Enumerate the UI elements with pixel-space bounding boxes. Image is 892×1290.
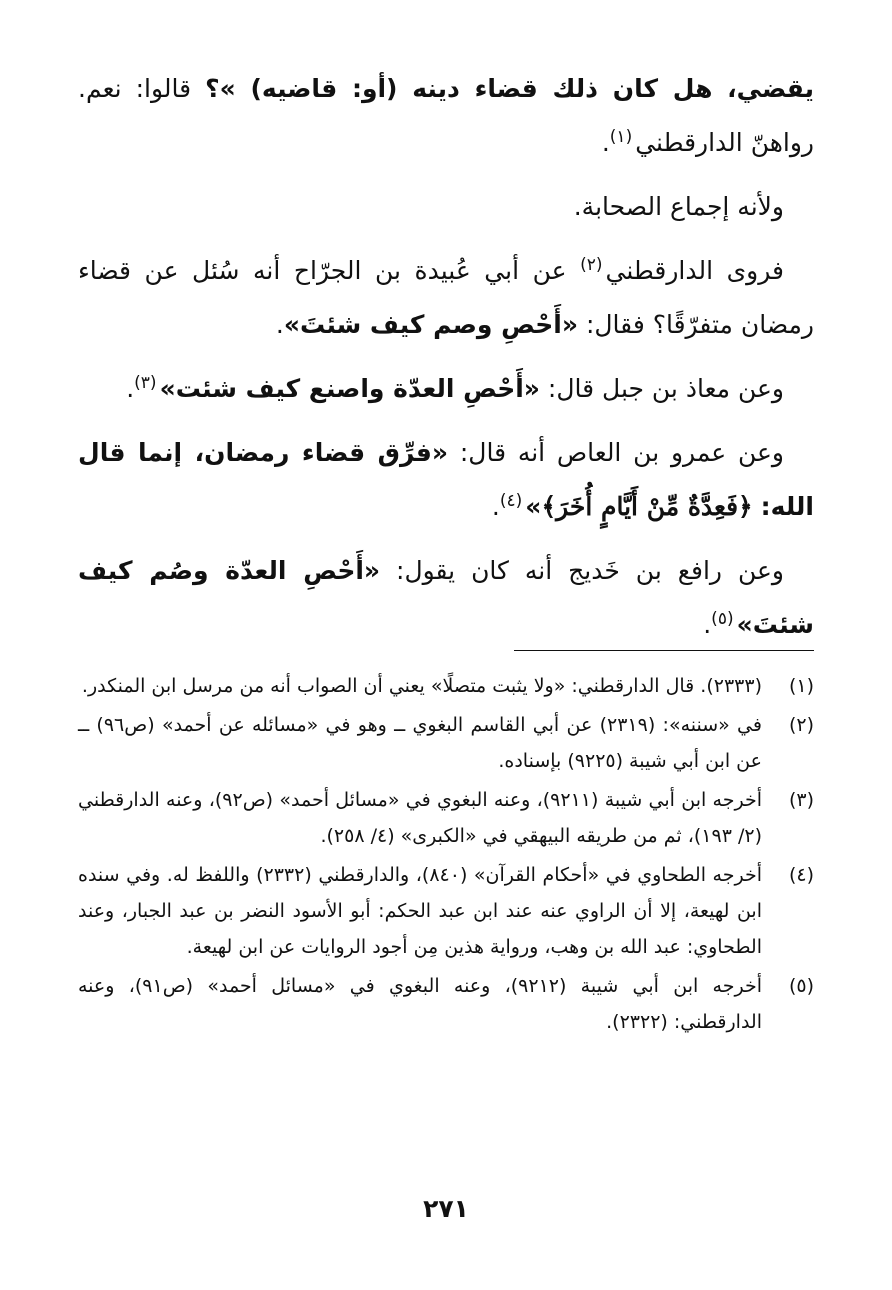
paragraph-1-text: قالوا: نعم. رواهنّ الدارقطني <box>78 74 814 157</box>
paragraph-5-end: . <box>491 492 500 521</box>
paragraph-1 <box>78 62 814 170</box>
paragraph-3-after: عن أبي عُبيدة بن الجرّاح أنه سُئل عن قضاء رمضان متفرّقًا؟ فقال: <box>78 256 814 339</box>
footnote-2 <box>78 707 814 779</box>
footnote-ref-4: (٤) <box>499 490 523 511</box>
paragraph-6-before: وعن رافع بن خَديج أنه كان يقول: <box>380 556 784 585</box>
paragraph-3-quote: «أَحْصِ وصم كيف شئتَ» <box>283 310 579 339</box>
paragraph-4-end: . <box>126 374 135 403</box>
footnote-number: (٥) <box>788 975 814 997</box>
paragraph-6-end: . <box>703 610 712 639</box>
paragraph-5-close: » <box>525 492 542 521</box>
paragraph-4-quote: «أَحْصِ العدّة واصنع كيف شئت» <box>159 374 540 403</box>
paragraph-2 <box>78 180 814 234</box>
footnote-text: في «سننه»: (٢٣١٩) عن أبي القاسم البغوي ــ وهو في «مسائله عن أحمد» (ص٩٦) ــ عن ابن أبي شيبة (٩٢٢٥) بإسناده. <box>78 714 762 772</box>
paragraph-4-before: وعن معاذ بن جبل قال: <box>539 374 784 403</box>
footnote-number: (٤) <box>788 864 814 886</box>
footnote-text: (٢٣٣٣). قال الدارقطني: «ولا يثبت متصلًا» يعني أن الصواب أنه من مرسل ابن المنكدر. <box>81 675 762 697</box>
footnote-ref-5: (٥) <box>711 608 734 629</box>
footnote-number: (٢) <box>788 714 814 736</box>
footnote-ref-1: (١) <box>609 126 633 147</box>
footnote-number: (١) <box>788 675 814 697</box>
paragraph-5 <box>78 426 814 534</box>
footnotes <box>78 668 814 1043</box>
footnote-1 <box>78 668 814 704</box>
quran-verse: ﴿فَعِدَّةٌ مِّنْ أَيَّامٍ أُخَرَ﴾ <box>541 492 753 521</box>
footnote-3 <box>78 782 814 854</box>
book-page <box>78 62 814 1290</box>
paragraph-6 <box>78 544 814 652</box>
paragraph-6-quote: «أَحْصِ العدّة وصُم كيف شئتَ» <box>78 556 814 639</box>
footnote-text: أخرجه الطحاوي في «أحكام القرآن» (٨٤٠)، والدارقطني (٢٣٣٢) واللفظ له. وفي سنده ابن لهيعة، إلا أن الراوي عنه عند ابن عبد الحكم: أبو الأسود النضر بن عبد الجبار، وعند الطحاوي: عبد الله بن وهب، ورواية هذين مِن أجود الروايات عن ابن لهيعة. <box>78 864 762 958</box>
paragraph-3 <box>78 244 814 352</box>
footnote-ref-3: (٣) <box>134 372 157 393</box>
page-number: ٢٧١ <box>423 1194 469 1223</box>
paragraph-3-end: . <box>275 310 284 339</box>
paragraph-2-text: ولأنه إجماع الصحابة. <box>573 192 784 221</box>
main-text <box>78 62 814 652</box>
paragraph-5-before: وعن عمرو بن العاص أنه قال: <box>448 438 785 467</box>
paragraph-1-end: . <box>601 128 610 157</box>
footnote-text: أخرجه ابن أبي شيبة (٩٢١١)، وعنه البغوي في «مسائل أحمد» (ص٩٢)، وعنه الدارقطني (٢/ ١٩٣)، ثم من طريقه البيهقي في «الكبرى» (٤/ ٢٥٨). <box>78 789 762 847</box>
paragraph-3-before: فروى الدارقطني <box>605 256 784 285</box>
footnote-separator <box>514 650 814 651</box>
footnote-ref-2: (٢) <box>580 254 603 275</box>
footnote-text: أخرجه ابن أبي شيبة (٩٢١٢)، وعنه البغوي في «مسائل أحمد» (ص٩١)، وعنه الدارقطني: (٢٣٢٢). <box>78 975 762 1033</box>
footnote-5 <box>78 968 814 1040</box>
footnote-4 <box>78 857 814 965</box>
footnote-number: (٣) <box>788 789 814 811</box>
paragraph-5-quote: «فرِّق قضاء رمضان، إنما قال الله: <box>78 438 814 521</box>
paragraph-1-bold: يقضي، هل كان ذلك قضاء دينه (أو: قاضيه) »؟ <box>205 74 814 103</box>
paragraph-4 <box>78 362 814 416</box>
